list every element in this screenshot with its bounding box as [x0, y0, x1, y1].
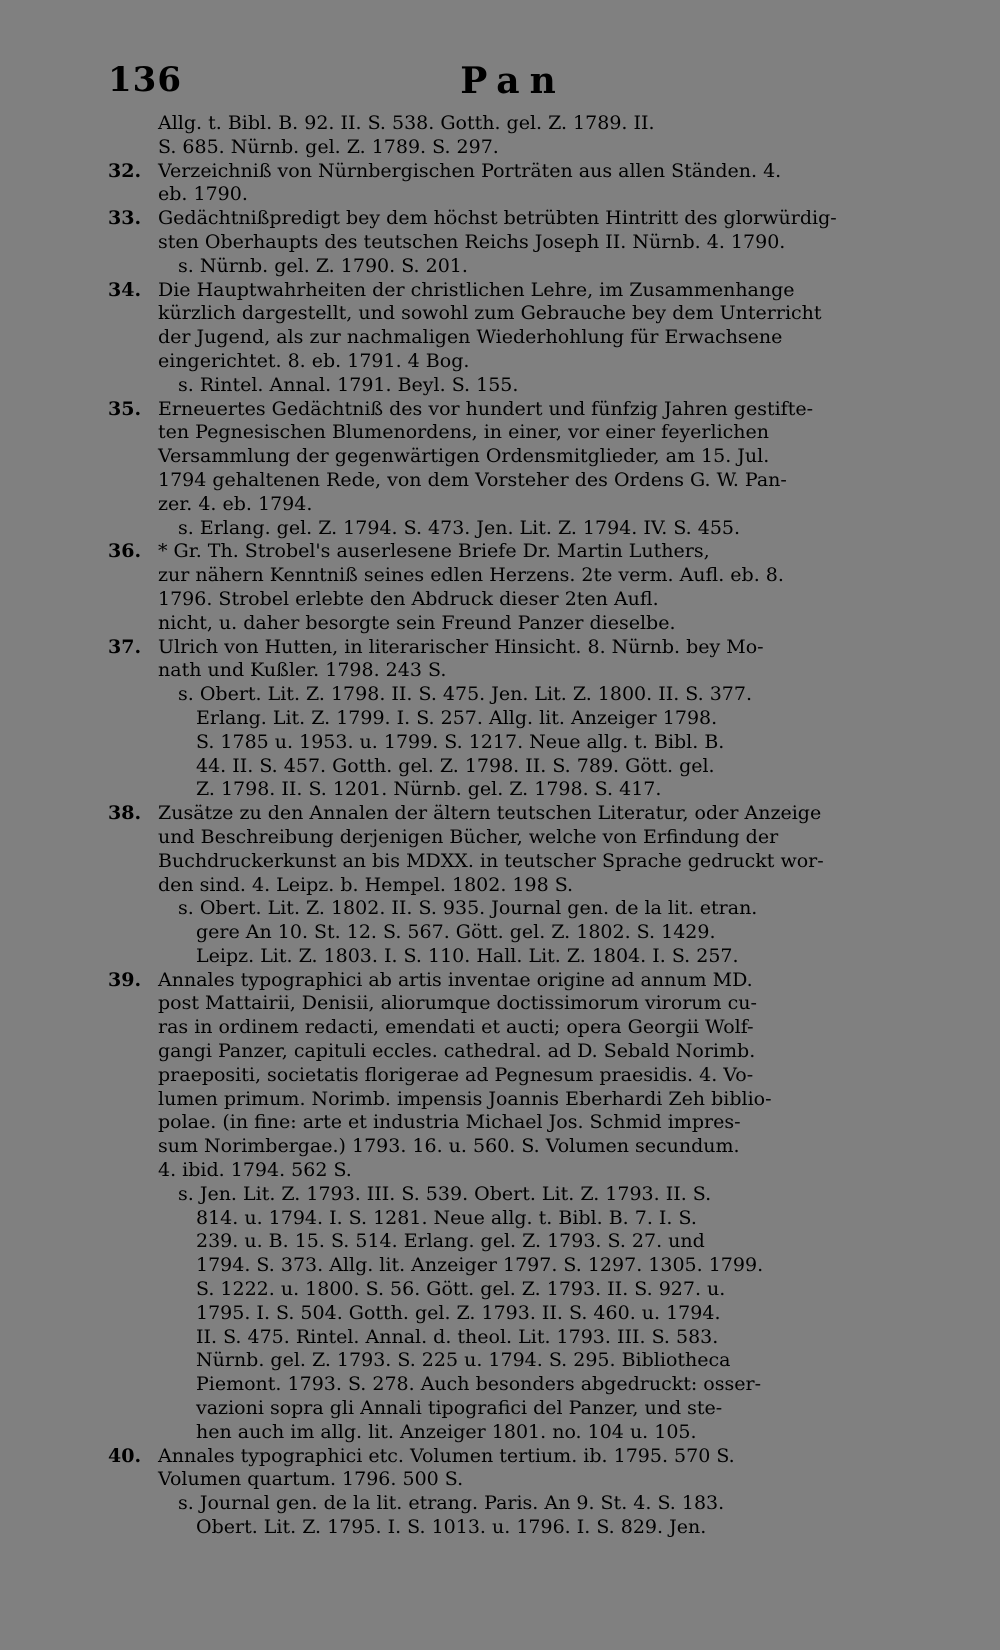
- review-reference-continuation: 1794. S. 373. Allg. lit. Anzeiger 1797. S. 1297. 1305. 1799.: [196, 1254, 764, 1277]
- page-header: [108, 60, 918, 108]
- entry-text: Erneuertes Gedächtniß des vor hundert und fünfzig Jahren gestifte-: [158, 397, 813, 420]
- entry-first-line: [108, 398, 918, 422]
- entry-continuation-line: kürzlich dargestellt, und sowohl zum Gebrauche bey dem Unterricht: [158, 302, 822, 325]
- review-reference-continuation: 44. II. S. 457. Gotth. gel. Z. 1798. II. S. 789. Gött. gel.: [196, 754, 715, 777]
- entry-number: 37.: [108, 635, 142, 658]
- review-reference-line: s. Jen. Lit. Z. 1793. III. S. 539. Obert. Lit. Z. 1793. II. S.: [178, 1182, 712, 1205]
- entry-continuation-line: nicht, u. daher besorgte sein Freund Panzer dieselbe.: [158, 611, 676, 634]
- entry-continuation-line: 1794 gehaltenen Rede, von dem Vorsteher des Ordens G. W. Pan-: [158, 468, 787, 491]
- review-reference-continuation: hen auch im allg. lit. Anzeiger 1801. no. 104 u. 105.: [196, 1420, 697, 1443]
- review-reference-continuation: 1795. I. S. 504. Gotth. gel. Z. 1793. II. S. 460. u. 1794.: [196, 1301, 721, 1324]
- review-reference-continuation: Erlang. Lit. Z. 1799. I. S. 257. Allg. lit. Anzeiger 1798.: [196, 706, 718, 729]
- entry-continuation-line: Buchdruckerkunst an bis MDXX. in teutscher Sprache gedruckt wor-: [158, 849, 824, 872]
- review-reference-line: s. Obert. Lit. Z. 1798. II. S. 475. Jen. Lit. Z. 1800. II. S. 377.: [178, 683, 753, 706]
- entry-first-line: [108, 279, 918, 303]
- review-reference-line: s. Obert. Lit. Z. 1802. II. S. 935. Journal gen. de la lit. etran.: [178, 897, 758, 920]
- entry-text: Ulrich von Hutten, in literarischer Hinsicht. 8. Nürnb. bey Mo-: [158, 635, 764, 658]
- entry-continuation-line: und Beschreibung derjenigen Bücher, welche von Erfindung der: [158, 825, 779, 848]
- page-number: 136: [108, 60, 182, 100]
- entry-text: Verzeichniß von Nürnbergischen Porträten aus allen Ständen. 4.: [158, 159, 782, 182]
- entry-text: * Gr. Th. Strobel's auserlesene Briefe Dr. Martin Luthers,: [158, 540, 710, 563]
- review-reference-continuation: Nürnb. gel. Z. 1793. S. 225 u. 1794. S. 295. Bibliotheca: [196, 1349, 731, 1372]
- review-reference-continuation: gere An 10. St. 12. S. 567. Gött. gel. Z. 1802. S. 1429.: [196, 921, 716, 944]
- entry-first-line: [108, 160, 918, 184]
- entry-continuation-line: praepositi, societatis florigerae ad Pegnesum praesidis. 4. Vo-: [158, 1063, 754, 1086]
- entry-continuation-line: der Jugend, als zur nachmaligen Wiederhohlung für Erwachsene: [158, 326, 783, 349]
- review-reference-line: s. Nürnb. gel. Z. 1790. S. 201.: [178, 254, 468, 277]
- entry-number: 38.: [108, 802, 142, 825]
- review-reference-continuation: Leipz. Lit. Z. 1803. I. S. 110. Hall. Lit. Z. 1804. I. S. 257.: [196, 944, 739, 967]
- entry-continuation-line: sum Norimbergae.) 1793. 16. u. 560. S. Volumen secundum.: [158, 1135, 740, 1158]
- entry-continuation-line: ras in ordinem redacti, emendati et aucti; opera Georgii Wolf-: [158, 1016, 754, 1039]
- document-page: [108, 60, 918, 1540]
- entry-continuation-line: ten Pegnesischen Blumenordens, in einer, vor einer feyerlichen: [158, 421, 770, 444]
- entry-number: 32.: [108, 159, 142, 182]
- entry-continuation-line: eingerichtet. 8. eb. 1791. 4 Bog.: [158, 349, 470, 372]
- review-reference-continuation: 814. u. 1794. I. S. 1281. Neue allg. t. Bibl. B. 7. I. S.: [196, 1206, 697, 1229]
- entry-text: Annales typographici etc. Volumen tertium. ib. 1795. 570 S.: [158, 1444, 735, 1467]
- entry-continuation-line: Volumen quartum. 1796. 500 S.: [158, 1468, 464, 1491]
- review-reference-continuation: 239. u. B. 15. S. 514. Erlang. gel. Z. 1793. S. 27. und: [196, 1230, 705, 1253]
- entry-continuation-line: S. 685. Nürnb. gel. Z. 1789. S. 297.: [158, 135, 499, 158]
- review-reference-line: s. Journal gen. de la lit. etrang. Paris. An 9. St. 4. S. 183.: [178, 1492, 725, 1515]
- entry-continuation-line: eb. 1790.: [158, 183, 248, 206]
- entry-continuation-line: zer. 4. eb. 1794.: [158, 492, 313, 515]
- entry-number: 40.: [108, 1444, 142, 1467]
- entry-text: Annales typographici ab artis inventae origine ad annum MD.: [158, 968, 753, 991]
- entry-continuation-line: Allg. t. Bibl. B. 92. II. S. 538. Gotth. gel. Z. 1789. II.: [158, 112, 655, 134]
- review-reference-line: s. Rintel. Annal. 1791. Beyl. S. 155.: [178, 373, 519, 396]
- entry-first-line: [108, 636, 918, 660]
- entry-continuation-line: nath und Kußler. 1798. 243 S.: [158, 659, 447, 682]
- entry-continuation-line: 1796. Strobel erlebte den Abdruck dieser 2ten Aufl.: [158, 587, 659, 610]
- entry-continuation-line: sten Oberhaupts des teutschen Reichs Joseph II. Nürnb. 4. 1790.: [158, 230, 786, 253]
- entry-number: 39.: [108, 968, 142, 991]
- review-reference-continuation: Z. 1798. II. S. 1201. Nürnb. gel. Z. 1798. S. 417.: [196, 778, 662, 801]
- review-reference-continuation: vazioni sopra gli Annali tipografici del Panzer, und ste-: [196, 1397, 723, 1420]
- entry-first-line: [108, 802, 918, 826]
- entry-continuation-line: polae. (in fine: arte et industria Michael Jos. Schmid impres-: [158, 1111, 741, 1134]
- entry-first-line: [108, 540, 918, 564]
- entry-text: Die Hauptwahrheiten der christlichen Lehre, im Zusammenhange: [158, 278, 795, 301]
- entry-number: 35.: [108, 397, 142, 420]
- entry-number: 34.: [108, 278, 142, 301]
- entry-first-line: [108, 969, 918, 993]
- review-reference-line: s. Erlang. gel. Z. 1794. S. 473. Jen. Lit. Z. 1794. IV. S. 455.: [178, 516, 741, 539]
- entry-text: Gedächtnißpredigt bey dem höchst betrübten Hintritt des glorwürdig-: [158, 207, 837, 230]
- entry-continuation-line: Versammlung der gegenwärtigen Ordensmitglieder, am 15. Jul.: [158, 445, 770, 468]
- review-reference-continuation: Piemont. 1793. S. 278. Auch besonders abgedruckt: osser-: [196, 1373, 761, 1396]
- entry-text: Zusätze zu den Annalen der ältern teutschen Literatur, oder Anzeige: [158, 802, 822, 825]
- entry-number: 33.: [108, 207, 142, 230]
- entry-continuation-line: gangi Panzer, capituli eccles. cathedral. ad D. Sebald Norimb.: [158, 1040, 756, 1063]
- entry-continuation-line: zur nähern Kenntniß seines edlen Herzens. 2te verm. Aufl. eb. 8.: [158, 564, 784, 587]
- review-reference-continuation: Obert. Lit. Z. 1795. I. S. 1013. u. 1796. I. S. 829. Jen.: [196, 1516, 707, 1539]
- entry-continuation-line: post Mattairii, Denisii, aliorumque doctissimorum virorum cu-: [158, 992, 757, 1015]
- entry-first-line: [108, 1445, 918, 1469]
- review-reference-continuation: S. 1222. u. 1800. S. 56. Gött. gel. Z. 1793. II. S. 927. u.: [196, 1278, 726, 1301]
- entry-continuation-line: 4. ibid. 1794. 562 S.: [158, 1159, 352, 1182]
- entry-number: 36.: [108, 540, 142, 563]
- entry-continuation-line: den sind. 4. Leipz. b. Hempel. 1802. 198 S.: [158, 873, 574, 896]
- entry-first-line: [108, 207, 918, 231]
- review-reference-continuation: S. 1785 u. 1953. u. 1799. S. 1217. Neue allg. t. Bibl. B.: [196, 730, 725, 753]
- bibliography-entries: [108, 112, 918, 1540]
- running-head: Pan: [460, 60, 566, 102]
- entry-continuation-line: lumen primum. Norimb. impensis Joannis Eberhardi Zeh biblio-: [158, 1087, 772, 1110]
- review-reference-continuation: II. S. 475. Rintel. Annal. d. theol. Lit. 1793. III. S. 583.: [196, 1325, 719, 1348]
